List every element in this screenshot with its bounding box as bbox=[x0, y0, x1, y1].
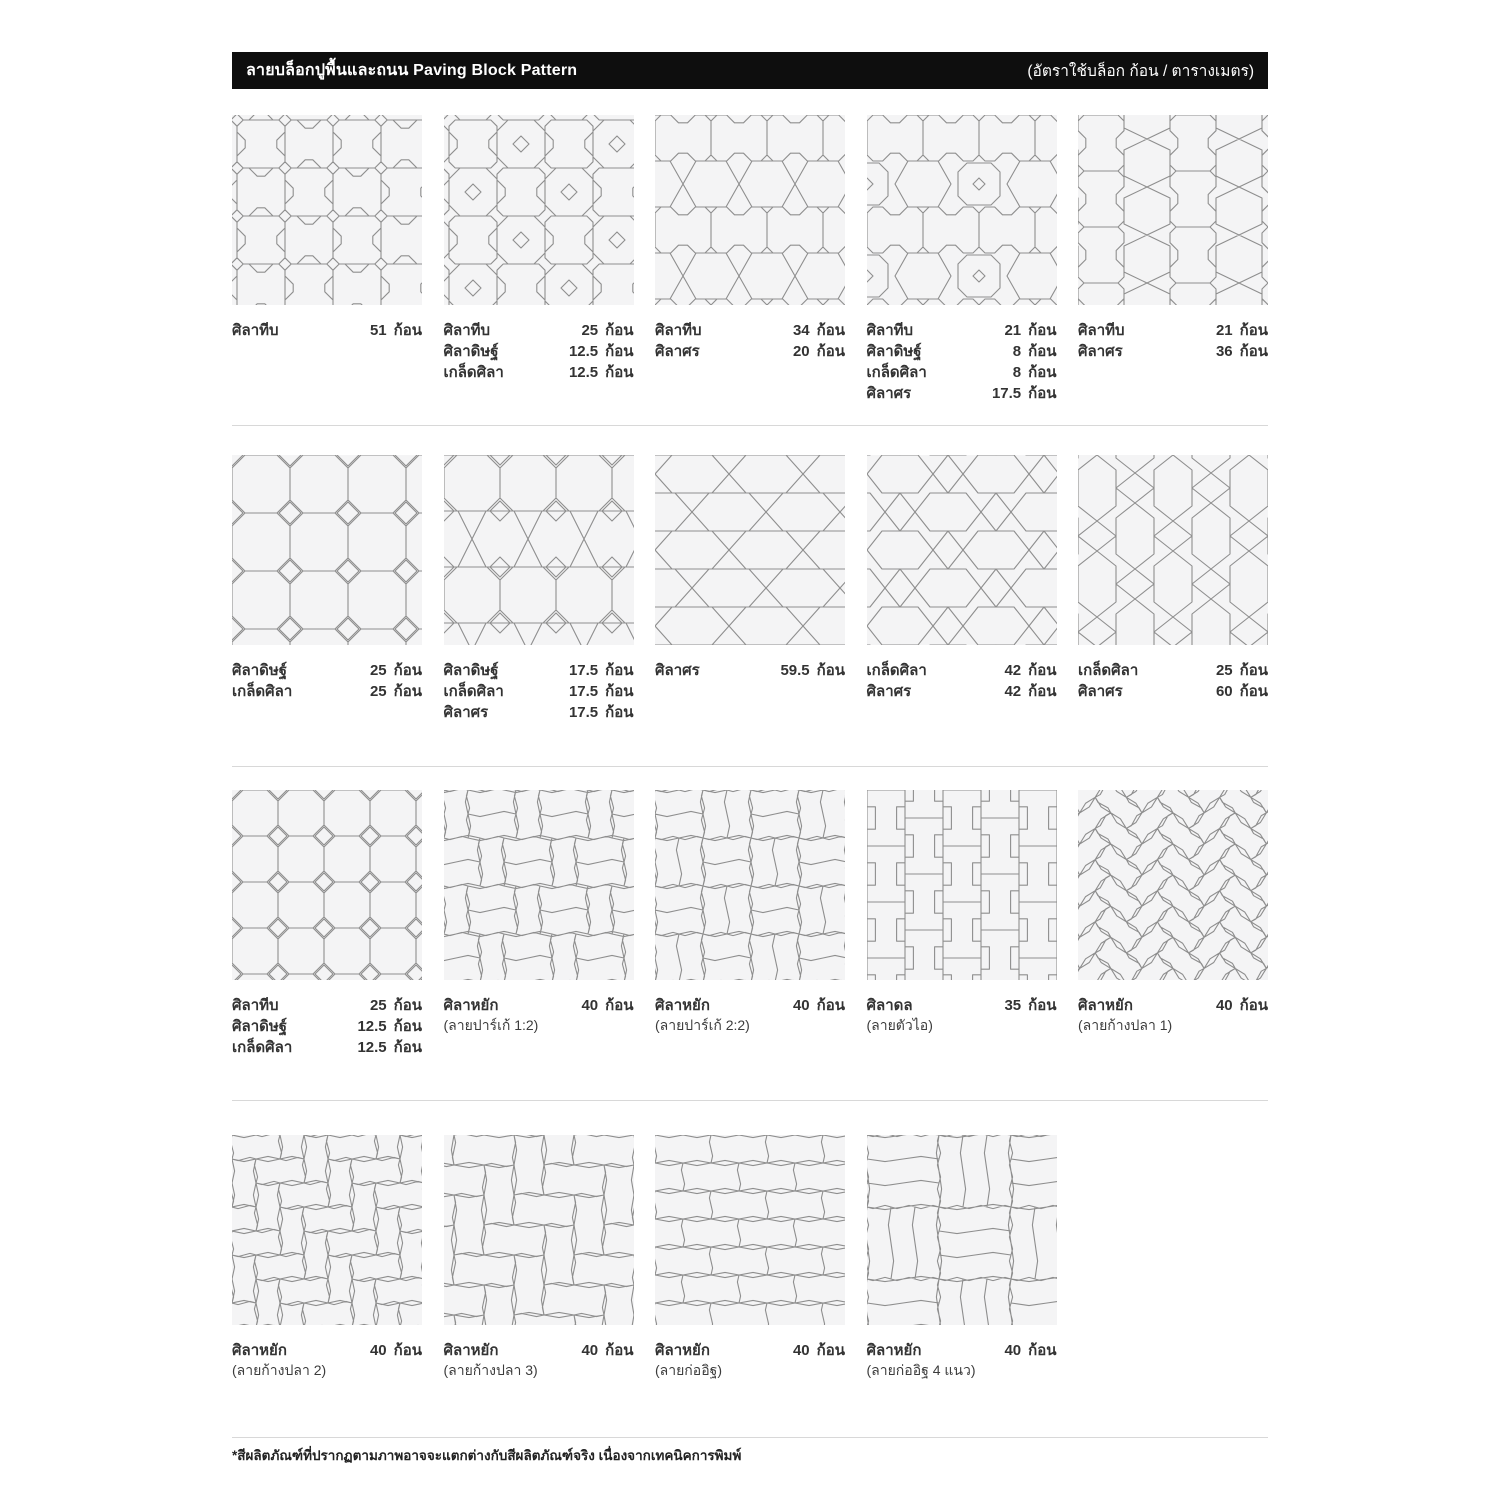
qty-unit: ก้อน bbox=[393, 1018, 422, 1035]
qty-value: 35 bbox=[1004, 997, 1022, 1014]
paving-pattern-swatch bbox=[232, 790, 422, 980]
product-name: ศิลาศร bbox=[866, 683, 912, 700]
row-separator bbox=[232, 1100, 1268, 1101]
product-qty bbox=[564, 681, 633, 702]
i-block-hexagon-icon bbox=[655, 115, 845, 305]
product-name: เกล็ดศิลา bbox=[443, 364, 504, 381]
product-name: เกล็ดศิลา bbox=[1078, 662, 1139, 679]
product-name: ศิลาดล bbox=[866, 997, 913, 1014]
product-subname: (ลายก้างปลา 1) bbox=[1078, 1017, 1173, 1033]
qty-unit: ก้อน bbox=[1239, 997, 1268, 1014]
footnote: *สีผลิตภัณฑ์ที่ปรากฏตามภาพอาจจะแตกต่างกับสีผลิตภัณฑ์จริง เนื่องจากเทคนิคการพิมพ์ bbox=[232, 1448, 742, 1463]
product-subname: (ลายตัวไอ) bbox=[866, 1017, 933, 1033]
product-subname: (ลายก่ออิฐ 4 แนว) bbox=[866, 1362, 976, 1378]
product-qty bbox=[987, 681, 1056, 702]
product-qty bbox=[353, 320, 422, 341]
product-name: เกล็ดศิลา bbox=[232, 1039, 293, 1056]
product-line bbox=[655, 995, 845, 1016]
product-line bbox=[444, 660, 634, 681]
product-subname: (ลายปาร์เก้ 1:2) bbox=[443, 1017, 539, 1033]
i-block-hex-square-diamond-icon bbox=[867, 115, 1057, 305]
product-qty bbox=[987, 995, 1056, 1016]
qty-unit: ก้อน bbox=[1239, 322, 1268, 339]
qty-value: 17.5 bbox=[568, 662, 599, 679]
qty-value: 40 bbox=[369, 1342, 387, 1359]
qty-unit: ก้อน bbox=[816, 662, 845, 679]
pattern-cell bbox=[232, 455, 422, 723]
pattern-labels bbox=[232, 660, 422, 702]
rate-note: (อัตราใช้บล็อก ก้อน / ตารางเมตร) bbox=[1027, 63, 1254, 80]
product-subname: (ลายก้างปลา 2) bbox=[232, 1362, 327, 1378]
qty-value: 8 bbox=[1012, 364, 1022, 381]
qty-value: 34 bbox=[792, 322, 810, 339]
pattern-cell bbox=[444, 1135, 634, 1380]
product-name: ศิลาดิษฐ์ bbox=[443, 343, 499, 360]
product-line bbox=[867, 995, 1057, 1016]
product-qty bbox=[776, 341, 845, 362]
product-name: เกล็ดศิลา bbox=[232, 683, 293, 700]
product-line bbox=[232, 320, 422, 341]
i-block-square-diamond-icon bbox=[444, 115, 634, 305]
pattern-labels bbox=[867, 660, 1057, 702]
product-line bbox=[655, 341, 845, 362]
product-name: ศิลาศร bbox=[1078, 683, 1123, 700]
product-name: ศิลาดิษฐ์ bbox=[232, 662, 288, 679]
product-name: ศิลาศร bbox=[655, 343, 700, 360]
product-line bbox=[655, 1340, 845, 1361]
pattern-labels bbox=[655, 1340, 845, 1380]
pattern-labels bbox=[655, 995, 845, 1035]
pattern-cell bbox=[444, 115, 634, 404]
pattern-cell bbox=[232, 790, 422, 1058]
wavy-parquet-1-2-icon bbox=[444, 790, 634, 980]
footer-separator bbox=[232, 1437, 1268, 1438]
qty-unit: ก้อน bbox=[816, 322, 845, 339]
product-name: ศิลาดิษฐ์ bbox=[443, 662, 499, 679]
product-name: ศิลาหยัก bbox=[1078, 997, 1133, 1014]
product-qty bbox=[564, 660, 633, 681]
product-qty bbox=[353, 681, 422, 702]
product-name: ศิลาหยัก bbox=[866, 1342, 922, 1359]
product-line bbox=[444, 995, 634, 1016]
pattern-labels bbox=[867, 1340, 1057, 1380]
qty-unit: ก้อน bbox=[393, 997, 422, 1014]
qty-value: 25 bbox=[1215, 662, 1233, 679]
paving-pattern-swatch bbox=[655, 790, 845, 980]
hexagon-diamond-icon bbox=[867, 455, 1057, 645]
octagon-square-hexagon-icon bbox=[444, 455, 634, 645]
product-name: ศิลาทีบ bbox=[655, 322, 702, 339]
wavy-brick-icon bbox=[655, 1135, 845, 1325]
paving-pattern-swatch bbox=[1078, 115, 1268, 305]
pattern-cell bbox=[444, 790, 634, 1058]
qty-unit: ก้อน bbox=[605, 343, 634, 360]
qty-unit: ก้อน bbox=[1239, 662, 1268, 679]
paving-pattern-swatch bbox=[444, 790, 634, 980]
wavy-herringbone-90-icon bbox=[232, 1135, 422, 1325]
wavy-parquet-2-2-icon bbox=[655, 790, 845, 980]
qty-unit: ก้อน bbox=[1028, 385, 1057, 402]
qty-unit: ก้อน bbox=[1239, 343, 1268, 360]
product-subname: (ลายก่ออิฐ) bbox=[655, 1362, 722, 1378]
product-line bbox=[444, 1340, 634, 1361]
qty-unit: ก้อน bbox=[605, 683, 634, 700]
paving-pattern-swatch bbox=[232, 455, 422, 645]
product-qty bbox=[987, 1340, 1056, 1361]
qty-value: 40 bbox=[581, 997, 599, 1014]
qty-value: 17.5 bbox=[568, 683, 599, 700]
product-qty bbox=[1199, 320, 1268, 341]
qty-unit: ก้อน bbox=[605, 662, 634, 679]
product-qty bbox=[987, 660, 1056, 681]
product-name: ศิลาทีบ bbox=[866, 322, 914, 339]
pattern-cell bbox=[444, 455, 634, 723]
product-qty bbox=[353, 1037, 422, 1058]
product-name: ศิลาหยัก bbox=[443, 997, 499, 1014]
product-subname: (ลายปาร์เก้ 2:2) bbox=[655, 1017, 750, 1033]
paving-pattern-swatch bbox=[1078, 455, 1268, 645]
wavy-basket-4way-icon bbox=[867, 1135, 1057, 1325]
pattern-labels bbox=[232, 995, 422, 1058]
qty-value: 25 bbox=[369, 662, 387, 679]
qty-value: 12.5 bbox=[568, 343, 599, 360]
qty-unit: ก้อน bbox=[1028, 997, 1057, 1014]
product-name: เกล็ดศิลา bbox=[866, 364, 927, 381]
product-line bbox=[867, 341, 1057, 362]
paving-pattern-swatch bbox=[444, 115, 634, 305]
product-qty bbox=[987, 383, 1056, 404]
product-line bbox=[232, 995, 422, 1016]
paving-pattern-swatch bbox=[444, 1135, 634, 1325]
product-line bbox=[1078, 660, 1268, 681]
product-qty bbox=[776, 995, 845, 1016]
pattern-labels bbox=[232, 1340, 422, 1380]
product-line bbox=[232, 1016, 422, 1037]
product-line bbox=[232, 1340, 422, 1361]
pattern-row bbox=[232, 1135, 1268, 1380]
product-qty bbox=[564, 1340, 633, 1361]
pattern-cell bbox=[655, 115, 845, 404]
page-title: ลายบล็อกปูพื้นและถนน Paving Block Pattern bbox=[246, 62, 578, 79]
wavy-herringbone-45-icon bbox=[1078, 790, 1268, 980]
pattern-labels bbox=[867, 320, 1057, 404]
product-qty bbox=[564, 702, 633, 723]
i-block-weave-icon bbox=[232, 115, 422, 305]
pattern-labels bbox=[444, 320, 634, 383]
qty-value: 21 bbox=[1004, 322, 1022, 339]
product-qty bbox=[1199, 995, 1268, 1016]
pattern-labels bbox=[655, 320, 845, 362]
qty-unit: ก้อน bbox=[393, 683, 422, 700]
pattern-cell bbox=[232, 1135, 422, 1380]
qty-value: 12.5 bbox=[568, 364, 599, 381]
product-qty bbox=[353, 660, 422, 681]
product-line bbox=[867, 681, 1057, 702]
i-block-hexagon-vertical-icon bbox=[1078, 115, 1268, 305]
pattern-labels bbox=[444, 1340, 634, 1380]
product-line bbox=[232, 660, 422, 681]
pattern-row bbox=[232, 790, 1268, 1058]
pattern-cell bbox=[867, 455, 1057, 723]
qty-unit: ก้อน bbox=[1028, 662, 1057, 679]
qty-value: 51 bbox=[369, 322, 387, 339]
qty-value: 21 bbox=[1215, 322, 1233, 339]
product-line bbox=[444, 341, 634, 362]
qty-unit: ก้อน bbox=[1028, 683, 1057, 700]
product-line bbox=[232, 681, 422, 702]
product-qty bbox=[564, 995, 633, 1016]
pattern-cell bbox=[1078, 790, 1268, 1058]
product-name: ศิลาศร bbox=[655, 662, 700, 679]
qty-value: 40 bbox=[1004, 1342, 1022, 1359]
qty-value: 17.5 bbox=[568, 704, 599, 721]
qty-value: 40 bbox=[792, 997, 810, 1014]
qty-unit: ก้อน bbox=[816, 997, 845, 1014]
product-line bbox=[1078, 341, 1268, 362]
wavy-herringbone-3-icon bbox=[444, 1135, 634, 1325]
row-separator bbox=[232, 766, 1268, 767]
pattern-labels bbox=[444, 660, 634, 723]
pattern-cell bbox=[655, 455, 845, 723]
qty-value: 40 bbox=[792, 1342, 810, 1359]
pattern-cell bbox=[867, 1135, 1057, 1380]
qty-unit: ก้อน bbox=[605, 997, 634, 1014]
product-name: ศิลาหยัก bbox=[655, 997, 710, 1014]
qty-value: 59.5 bbox=[780, 662, 810, 679]
product-name: ศิลาหยัก bbox=[232, 1342, 287, 1359]
pattern-labels bbox=[1078, 320, 1268, 362]
product-name: เกล็ดศิลา bbox=[866, 662, 927, 679]
product-name: ศิลาศร bbox=[443, 704, 489, 721]
pattern-labels bbox=[655, 660, 845, 681]
product-qty bbox=[1199, 681, 1268, 702]
qty-unit: ก้อน bbox=[605, 322, 634, 339]
pattern-cell bbox=[1078, 115, 1268, 404]
product-line bbox=[232, 1037, 422, 1058]
pattern-cell bbox=[655, 1135, 845, 1380]
paving-pattern-swatch bbox=[655, 115, 845, 305]
qty-value: 40 bbox=[1215, 997, 1233, 1014]
qty-value: 20 bbox=[792, 343, 810, 360]
paving-pattern-swatch bbox=[232, 1135, 422, 1325]
product-line bbox=[444, 320, 634, 341]
paving-pattern-swatch bbox=[867, 115, 1057, 305]
product-line bbox=[444, 681, 634, 702]
qty-value: 25 bbox=[369, 683, 387, 700]
product-name: ศิลาศร bbox=[1078, 343, 1123, 360]
pattern-cell bbox=[1078, 455, 1268, 723]
qty-unit: ก้อน bbox=[1028, 364, 1057, 381]
product-line bbox=[867, 320, 1057, 341]
qty-value: 17.5 bbox=[991, 385, 1022, 402]
product-name: ศิลาดิษฐ์ bbox=[232, 1018, 288, 1035]
qty-value: 42 bbox=[1004, 662, 1022, 679]
product-line bbox=[444, 702, 634, 723]
qty-value: 42 bbox=[1004, 683, 1022, 700]
product-qty bbox=[564, 362, 633, 383]
product-line bbox=[444, 362, 634, 383]
product-qty bbox=[353, 995, 422, 1016]
paving-pattern-swatch bbox=[867, 1135, 1057, 1325]
paving-pattern-swatch bbox=[655, 1135, 845, 1325]
octagon-square-icon bbox=[232, 455, 422, 645]
paving-pattern-swatch bbox=[444, 455, 634, 645]
product-qty bbox=[564, 341, 633, 362]
pattern-labels bbox=[1078, 995, 1268, 1035]
row-separator bbox=[232, 425, 1268, 426]
product-name: ศิลาทีบ bbox=[443, 322, 491, 339]
qty-value: 25 bbox=[369, 997, 387, 1014]
product-line bbox=[1078, 320, 1268, 341]
product-qty bbox=[353, 1016, 422, 1037]
pattern-cell bbox=[867, 790, 1057, 1058]
qty-value: 60 bbox=[1215, 683, 1233, 700]
qty-value: 25 bbox=[581, 322, 599, 339]
paving-pattern-swatch bbox=[1078, 790, 1268, 980]
qty-unit: ก้อน bbox=[605, 364, 634, 381]
qty-unit: ก้อน bbox=[816, 1342, 845, 1359]
octagon-square-dense-icon bbox=[232, 790, 422, 980]
pattern-labels bbox=[232, 320, 422, 341]
pattern-row bbox=[232, 115, 1268, 404]
pattern-labels bbox=[444, 995, 634, 1035]
product-line bbox=[655, 320, 845, 341]
qty-unit: ก้อน bbox=[605, 704, 634, 721]
product-subname: (ลายก้างปลา 3) bbox=[443, 1362, 538, 1378]
paving-pattern-swatch bbox=[232, 115, 422, 305]
product-qty bbox=[987, 341, 1056, 362]
product-qty bbox=[776, 660, 845, 681]
product-name: ศิลาศร bbox=[866, 385, 912, 402]
product-qty bbox=[1199, 341, 1268, 362]
qty-unit: ก้อน bbox=[1028, 322, 1057, 339]
product-name: ศิลาทีบ bbox=[1078, 322, 1125, 339]
pattern-labels bbox=[1078, 660, 1268, 702]
product-qty bbox=[1199, 660, 1268, 681]
qty-value: 8 bbox=[1012, 343, 1022, 360]
product-line bbox=[1078, 681, 1268, 702]
product-name: ศิลาหยัก bbox=[655, 1342, 710, 1359]
pattern-cell bbox=[232, 115, 422, 404]
product-qty bbox=[987, 362, 1056, 383]
qty-value: 12.5 bbox=[357, 1018, 387, 1035]
header-bar bbox=[232, 52, 1268, 89]
qty-unit: ก้อน bbox=[393, 662, 422, 679]
product-name: ศิลาหยัก bbox=[443, 1342, 499, 1359]
product-line bbox=[867, 362, 1057, 383]
i-beam-running-icon bbox=[867, 790, 1057, 980]
product-name: ศิลาทีบ bbox=[232, 997, 279, 1014]
qty-unit: ก้อน bbox=[393, 1039, 422, 1056]
qty-unit: ก้อน bbox=[393, 322, 422, 339]
qty-value: 36 bbox=[1215, 343, 1233, 360]
qty-unit: ก้อน bbox=[1028, 343, 1057, 360]
qty-unit: ก้อน bbox=[393, 1342, 422, 1359]
product-qty bbox=[776, 1340, 845, 1361]
qty-value: 40 bbox=[581, 1342, 599, 1359]
product-name: ศิลาดิษฐ์ bbox=[866, 343, 922, 360]
pattern-cell bbox=[867, 115, 1057, 404]
product-qty bbox=[776, 320, 845, 341]
product-line bbox=[867, 383, 1057, 404]
product-line bbox=[1078, 995, 1268, 1016]
pattern-labels bbox=[867, 995, 1057, 1035]
pattern-row bbox=[232, 455, 1268, 723]
product-qty bbox=[564, 320, 633, 341]
qty-value: 12.5 bbox=[357, 1039, 387, 1056]
pattern-cell bbox=[655, 790, 845, 1058]
hexagon-diamond-vertical-icon bbox=[1078, 455, 1268, 645]
qty-unit: ก้อน bbox=[1239, 683, 1268, 700]
qty-unit: ก้อน bbox=[605, 1342, 634, 1359]
qty-unit: ก้อน bbox=[816, 343, 845, 360]
paving-pattern-swatch bbox=[655, 455, 845, 645]
paving-pattern-swatch bbox=[867, 790, 1057, 980]
hexagon-icon bbox=[655, 455, 845, 645]
paving-pattern-swatch bbox=[867, 455, 1057, 645]
product-line bbox=[867, 1340, 1057, 1361]
product-name: ศิลาทีบ bbox=[232, 322, 279, 339]
product-qty bbox=[353, 1340, 422, 1361]
product-name: เกล็ดศิลา bbox=[443, 683, 504, 700]
qty-unit: ก้อน bbox=[1028, 1342, 1057, 1359]
product-qty bbox=[987, 320, 1056, 341]
product-line bbox=[655, 660, 845, 681]
product-line bbox=[867, 660, 1057, 681]
